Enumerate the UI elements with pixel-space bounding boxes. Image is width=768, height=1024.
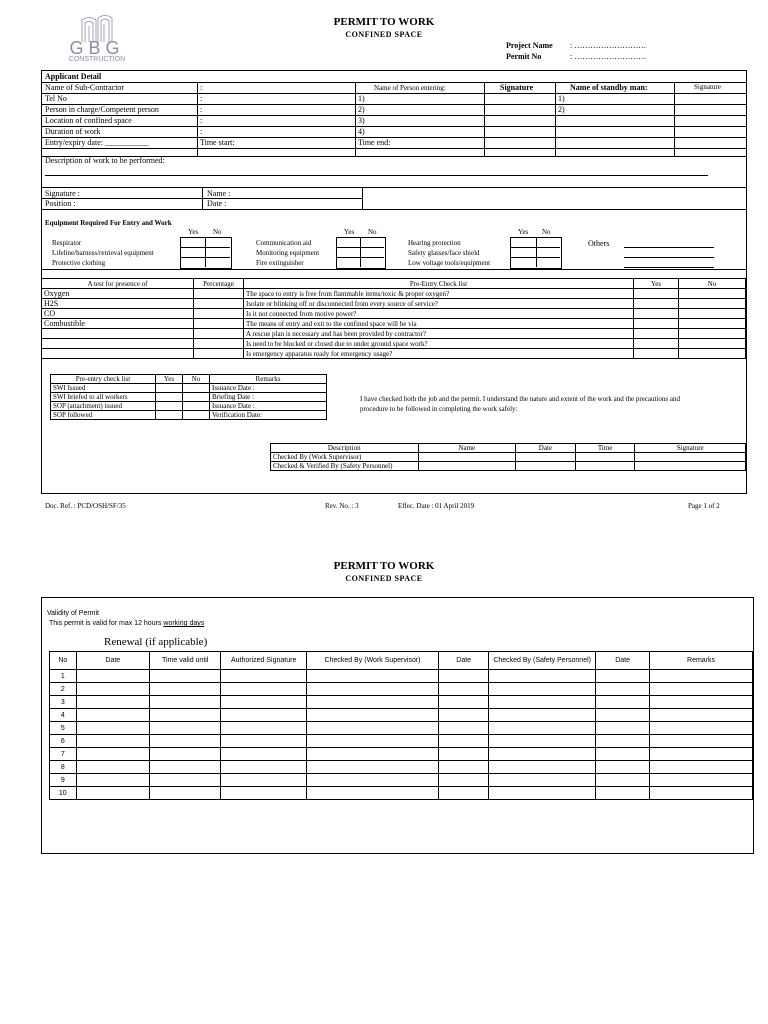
signoff-header-description: Description [271,444,419,453]
no-cell[interactable] [183,411,210,420]
table-cell[interactable] [221,670,307,683]
table-cell[interactable] [221,787,307,800]
date-cell[interactable] [516,462,576,471]
eq-checkbox-grid-1[interactable] [180,237,232,269]
preentry-item: SOP followed [51,411,156,420]
renewal-heading: Renewal (if applicable) [104,636,208,648]
table-cell[interactable] [489,787,596,800]
date-label: Date : [207,199,227,208]
table-cell[interactable] [439,683,489,696]
table-cell[interactable] [149,670,220,683]
page2-subtitle: CONFINED SPACE [345,574,423,583]
position-label: Position : [45,199,76,208]
project-name-field[interactable]: : ……………………… [570,41,647,50]
percentage-cell[interactable] [194,329,244,339]
table-cell[interactable] [76,774,149,787]
preentry-header-no: No [183,375,210,384]
applicant-row-incharge: Person in charge/Competent person [45,105,159,114]
table-cell[interactable] [149,683,220,696]
percentage-cell[interactable] [194,349,244,359]
gas-h2s: H2S [42,299,194,309]
time-start-label: Time start: [200,138,235,147]
footer-rev: Rev. No. : 3 [325,502,359,510]
renewal-table [49,651,753,800]
logo-subtext: CONSTRUCTION [68,56,126,63]
colon: : [200,116,203,125]
table-cell[interactable] [149,709,220,722]
no-cell[interactable] [679,329,746,339]
preentry-header: Pre-entry check list [51,375,156,384]
check-item: Is need to be blocked or closed due to under ground space work? [244,339,634,349]
table-cell[interactable] [221,774,307,787]
yes-cell[interactable] [634,339,679,349]
eq-no-2: No [368,228,377,236]
renewal-header-date3: Date [596,652,650,670]
eq-checkbox-grid-2[interactable] [336,237,386,269]
table-cell[interactable] [596,748,650,761]
table-cell[interactable] [76,787,149,800]
check-item: The space to entry is free from flammable items/toxic & proper oxygen? [244,289,634,299]
table-cell[interactable] [596,787,650,800]
preentry-remark: Issuance Date : [210,384,327,393]
name-cell[interactable] [418,462,516,471]
test-header-no: No [679,279,746,289]
applicant-row-entry-date: Entry/expiry date: ___________ [45,138,149,147]
table-cell[interactable] [489,683,596,696]
gas-test-table [41,278,746,359]
signoff-header-time: Time [575,444,635,453]
table-cell[interactable] [439,670,489,683]
gas-co: CO [42,309,194,319]
preentry-remark: Issuance Date : [210,402,327,411]
footer-effec-date: Effec. Date : 01 April 2019 [398,502,475,510]
yes-cell[interactable] [634,309,679,319]
test-header-presence: A test for presence of [42,279,194,289]
gas-empty[interactable] [42,349,194,359]
renewal-row-no: 8 [50,761,77,774]
table-cell[interactable] [76,709,149,722]
validity-sentence: This permit is valid for max 12 hours [49,620,162,627]
signature-cell[interactable] [635,453,746,462]
signature-cell[interactable] [635,462,746,471]
footer-page: Page 1 of 2 [688,502,720,510]
check-item: Isolate or blinking off or disconnected from every source of service? [244,299,634,309]
table-cell[interactable] [596,761,650,774]
eq-monitoring: Monitoring equipment [256,249,320,257]
table-cell[interactable] [596,683,650,696]
eq-yes-3: Yes [518,228,529,236]
table-cell[interactable] [439,774,489,787]
eq-protective: Protective clothing [52,259,106,267]
gas-combustible: Combustible [42,319,194,329]
date-cell[interactable] [516,453,576,462]
yes-cell[interactable] [156,402,183,411]
table-cell[interactable] [306,761,438,774]
logo-text: GBG [69,38,125,58]
table-cell[interactable] [650,683,753,696]
test-header-yes: Yes [634,279,679,289]
table-cell[interactable] [221,722,307,735]
table-cell[interactable] [650,748,753,761]
table-cell[interactable] [76,735,149,748]
colon: : [200,105,203,114]
no-cell[interactable] [679,319,746,329]
table-cell[interactable] [149,761,220,774]
renewal-row-no: 4 [50,709,77,722]
table-cell[interactable] [306,722,438,735]
eq-safety-glasses: Safety glasses/face shield [408,249,480,257]
footer-doc-ref: Doc. Ref. : PCD/OSH/SF/35 [45,502,126,510]
table-cell[interactable] [76,761,149,774]
table-cell[interactable] [596,696,650,709]
entering-3: 3) [358,116,365,125]
yes-cell[interactable] [156,384,183,393]
table-cell[interactable] [221,696,307,709]
validity-heading: Validity of Permit [47,610,99,617]
renewal-header-no: No [50,652,77,670]
table-cell[interactable] [650,722,753,735]
table-cell[interactable] [306,709,438,722]
page1-subtitle: CONFINED SPACE [345,30,423,39]
preentry-remark: Briefing Date : [210,393,327,402]
project-name-label: Project Name [506,41,553,50]
signature-header: Signature [500,83,534,92]
yes-cell[interactable] [634,349,679,359]
table-cell[interactable] [596,774,650,787]
eq-communication: Communication aid [256,239,312,247]
renewal-row-no: 7 [50,748,77,761]
yes-cell[interactable] [634,319,679,329]
table-cell[interactable] [489,722,596,735]
renewal-header-time: Time valid until [149,652,220,670]
gas-empty[interactable] [42,339,194,349]
table-cell[interactable] [650,696,753,709]
gas-empty[interactable] [42,329,194,339]
table-cell[interactable] [306,735,438,748]
signoff-row-supervisor: Checked By (Work Supervisor) [271,453,419,462]
table-cell[interactable] [489,670,596,683]
check-item: A rescue plan is necessary and has been provided by contractor? [244,329,634,339]
applicant-row-subcontractor: Name of Sub-Contractor [45,83,125,92]
permit-no-field[interactable]: : ……………………… [570,52,647,61]
renewal-header-date: Date [76,652,149,670]
colon: : [200,127,203,136]
eq-others: Others [588,239,610,248]
time-cell[interactable] [575,462,635,471]
renewal-row-no: 5 [50,722,77,735]
eq-no-1: No [213,228,222,236]
table-cell[interactable] [149,735,220,748]
page2-title: PERMIT TO WORK [333,560,435,572]
no-cell[interactable] [679,289,746,299]
working-days-link[interactable]: working days [163,620,205,627]
renewal-header-auth-sig: Authorized Signature [221,652,307,670]
page2-form [41,597,754,854]
eq-fire: Fire extinguisher [256,259,304,267]
table-cell[interactable] [306,748,438,761]
table-cell[interactable] [596,735,650,748]
standby-1: 1) [558,94,565,103]
applicant-row-telno: Tel No [45,94,67,103]
percentage-cell[interactable] [194,339,244,349]
table-cell[interactable] [439,709,489,722]
page1-form [41,70,747,494]
table-cell[interactable] [439,761,489,774]
eq-lifeline: Lifeline/harness/retrieval equipment [52,249,154,257]
percentage-cell[interactable] [194,289,244,299]
no-cell[interactable] [679,349,746,359]
applicant-row-location: Location of confined space [45,116,132,125]
no-cell[interactable] [679,299,746,309]
time-cell[interactable] [575,453,635,462]
no-cell[interactable] [679,339,746,349]
equipment-heading: Equipment Required For Entry and Work [45,219,172,227]
yes-cell[interactable] [634,289,679,299]
check-item: The means of entry and exit to the confined space will be via [244,319,634,329]
yes-cell[interactable] [156,411,183,420]
table-cell[interactable] [76,748,149,761]
table-cell[interactable] [650,774,753,787]
entering-header: Name of Person entering: [374,84,446,92]
check-item: Is emergency apparatus ready for emergency usage? [244,349,634,359]
eq-yes-1: Yes [188,228,199,236]
signoff-header-date: Date [516,444,576,453]
table-cell[interactable] [306,787,438,800]
table-cell[interactable] [650,761,753,774]
eq-respirator: Respirator [52,239,82,247]
eq-low-voltage: Low voltage tools/equipment [408,259,491,267]
percentage-cell[interactable] [194,299,244,309]
no-cell[interactable] [679,309,746,319]
renewal-row-no: 1 [50,670,77,683]
page1-title: PERMIT TO WORK [333,16,435,28]
description-label: Description of work to be performed: [45,156,165,165]
yes-cell[interactable] [634,299,679,309]
entering-1: 1) [358,94,365,103]
table-cell[interactable] [489,709,596,722]
signoff-table [270,443,746,471]
renewal-row-no: 9 [50,774,77,787]
table-cell[interactable] [489,748,596,761]
table-cell[interactable] [439,735,489,748]
validity-text [49,620,204,627]
table-cell[interactable] [596,670,650,683]
table-cell[interactable] [439,787,489,800]
table-cell[interactable] [306,670,438,683]
entering-4: 4) [358,127,365,136]
table-cell[interactable] [76,670,149,683]
percentage-cell[interactable] [194,309,244,319]
table-cell[interactable] [149,774,220,787]
table-cell[interactable] [76,683,149,696]
table-cell[interactable] [76,696,149,709]
table-cell[interactable] [306,696,438,709]
preentry-header-yes: Yes [156,375,183,384]
renewal-header-work-sup: Checked By (Work Supervisor) [306,652,438,670]
signature-label: Signature : [45,189,80,198]
table-cell[interactable] [221,709,307,722]
table-cell[interactable] [596,722,650,735]
yes-cell[interactable] [634,329,679,339]
table-cell[interactable] [149,787,220,800]
standby-header: Name of standby man: [570,83,648,92]
no-cell[interactable] [183,393,210,402]
table-cell[interactable] [306,683,438,696]
name-label: Name : [207,189,231,198]
preentry-header-remarks: Remarks [210,375,327,384]
permit-no-label: Permit No [506,52,542,61]
renewal-header-safety: Checked By (Safety Personnel) [489,652,596,670]
signoff-header-name: Name [418,444,516,453]
test-header-checklist: Pre-Entry Check list [244,279,634,289]
table-cell[interactable] [149,696,220,709]
signoff-row-safety: Checked & Verified By (Safety Personnel) [271,462,419,471]
table-cell[interactable] [489,774,596,787]
table-cell[interactable] [596,709,650,722]
name-cell[interactable] [418,453,516,462]
percentage-cell[interactable] [194,319,244,329]
table-cell[interactable] [439,748,489,761]
preentry-table [50,374,327,420]
eq-no-3: No [542,228,551,236]
preentry-item: SOP (attachment) issued [51,402,156,411]
colon: : [200,83,203,92]
table-cell[interactable] [650,670,753,683]
preentry-remark: Verification Date: [210,411,327,420]
test-header-percentage: Percentage [194,279,244,289]
time-end-label: Time end: [358,138,391,147]
table-cell[interactable] [221,683,307,696]
entering-2: 2) [358,105,365,114]
applicant-row-duration: Duration of work [45,127,101,136]
table-cell[interactable] [439,722,489,735]
table-cell[interactable] [306,774,438,787]
renewal-row-no: 2 [50,683,77,696]
table-cell[interactable] [439,696,489,709]
yes-cell[interactable] [156,393,183,402]
renewal-row-no: 3 [50,696,77,709]
eq-hearing: Hearing protection [408,239,461,247]
signoff-header-signature: Signature [635,444,746,453]
colon: : [200,94,203,103]
renewal-row-no: 10 [50,787,77,800]
table-cell[interactable] [221,735,307,748]
declaration-text: I have checked both the job and the permit. I understand the nature and extent of the work and the precautions and procedure to be followed in completing the work safely: [360,395,680,413]
preentry-item: SWI Issued [51,384,156,393]
no-cell[interactable] [183,402,210,411]
applicant-heading: Applicant Detail [45,72,102,81]
table-cell[interactable] [489,735,596,748]
table-cell[interactable] [650,735,753,748]
standby-2: 2) [558,105,565,114]
table-cell[interactable] [489,696,596,709]
no-cell[interactable] [183,384,210,393]
check-item: Is it not connected from motive power? [244,309,634,319]
preentry-item: SWI briefed to all workers [51,393,156,402]
eq-yes-2: Yes [344,228,355,236]
table-cell[interactable] [221,748,307,761]
table-cell[interactable] [650,709,753,722]
table-cell[interactable] [650,787,753,800]
table-cell[interactable] [149,748,220,761]
signature-header-2: Signature [694,83,721,91]
table-cell[interactable] [149,722,220,735]
table-cell[interactable] [221,761,307,774]
gas-oxygen: Oxygen [42,289,194,299]
table-cell[interactable] [76,722,149,735]
renewal-header-remarks: Remarks [650,652,753,670]
renewal-row-no: 6 [50,735,77,748]
table-cell[interactable] [489,761,596,774]
renewal-header-date2: Date [439,652,489,670]
